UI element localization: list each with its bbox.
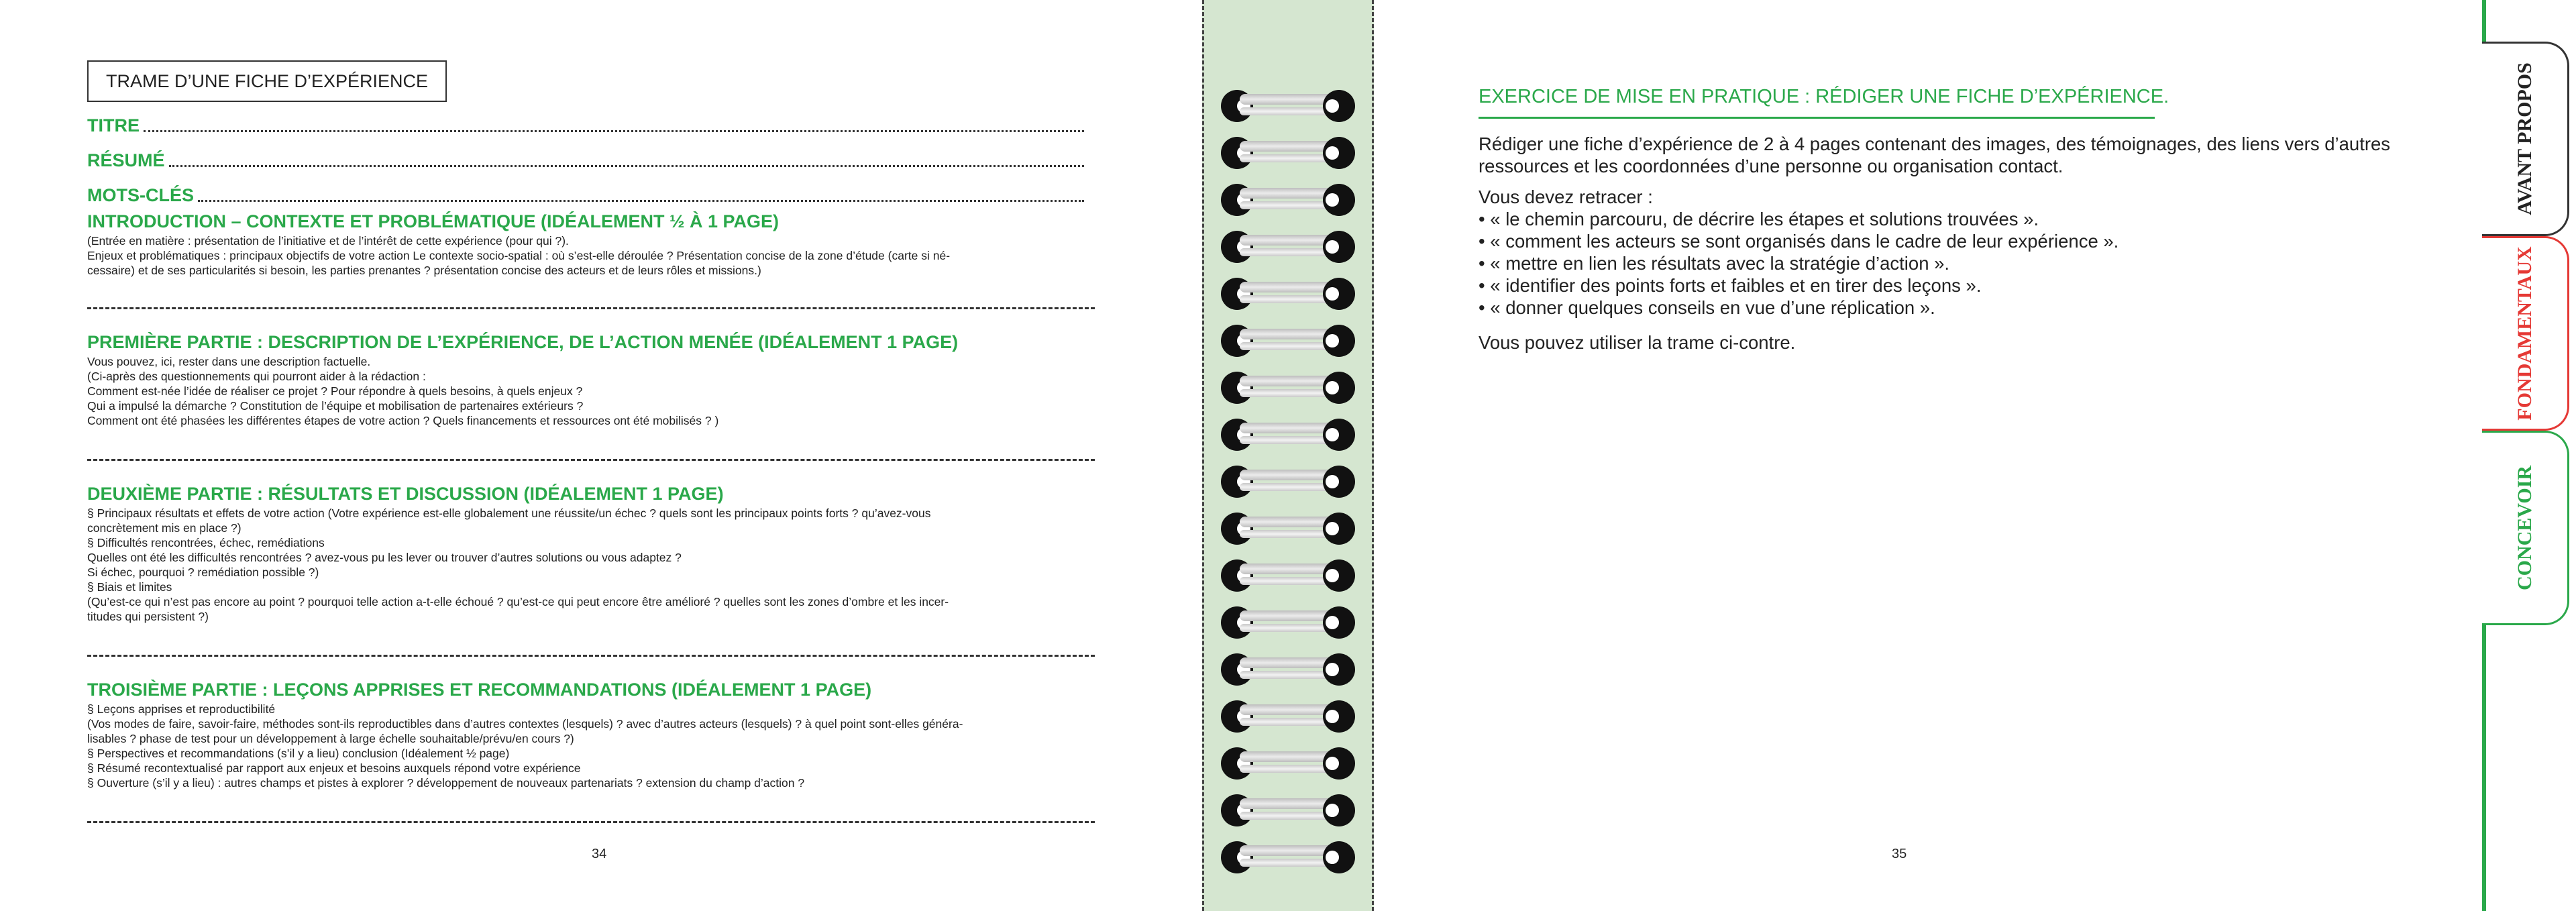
binder-ring <box>1221 369 1355 407</box>
ring-wire <box>1240 704 1336 715</box>
ring-wire <box>1240 577 1336 585</box>
section-premiere-partie <box>87 331 1093 428</box>
ring-hole <box>1323 700 1355 733</box>
section-line: § Principaux résultats et effets de votre action (Votre expérience est-elle globalement une réussite/un échec ? quels sont les principaux points forts ? qu’avez-vous <box>87 506 931 520</box>
binder-ring <box>1221 839 1355 876</box>
binder-ring <box>1221 651 1355 688</box>
trame-title-box: TRAME D’UNE FICHE D’EXPÉRIENCE <box>87 60 447 102</box>
ring-wire <box>1240 610 1336 621</box>
ring-wire <box>1240 718 1336 726</box>
section-line: (Ci-après des questionnements qui pourront aider à la rédaction : <box>87 370 426 383</box>
ring-wire <box>1240 376 1336 386</box>
ring-wire <box>1240 657 1336 668</box>
section-title: INTRODUCTION – CONTEXTE ET PROBLÉMATIQUE (IDÉALEMENT ½ À 1 PAGE) <box>87 211 780 231</box>
binder-ring <box>1221 792 1355 829</box>
binder-ring <box>1221 181 1355 219</box>
field-titre-label: TITRE <box>87 115 140 136</box>
section-line: § Perspectives et recommandations (s’il y a lieu) conclusion (Idéalement ½ page) <box>87 747 510 760</box>
ring-wire <box>1240 154 1336 162</box>
binder-ring <box>1221 416 1355 453</box>
tab-concevoir[interactable] <box>2482 431 2569 625</box>
binder-ring <box>1221 87 1355 125</box>
ring-hole <box>1323 794 1355 826</box>
section-line: § Résumé recontextualisé par rapport aux enjeux et besoins auxquels répond votre expérience <box>87 761 581 775</box>
ring-wire <box>1240 624 1336 632</box>
field-mots-cles-dots <box>198 200 1084 202</box>
tab-avant-propos-label: AVANT PROPOS <box>2513 62 2536 215</box>
section-line: § Leçons apprises et reproductibilité <box>87 702 276 716</box>
ring-hole <box>1323 90 1355 122</box>
tab-avant-propos[interactable] <box>2482 42 2569 236</box>
section-body <box>87 506 1093 624</box>
ring-hole <box>1323 841 1355 873</box>
section-deuxieme-partie <box>87 483 1093 624</box>
section-line: (Qu’est-ce qui n’est pas encore au point ? pourquoi telle action a-t-elle échoué ? qu’est-ce qui peut encore être amélioré ? quelles sont les zones d’ombre et les incer- <box>87 595 949 608</box>
page-number-left: 34 <box>592 847 607 861</box>
field-titre <box>87 115 1084 136</box>
section-title: DEUXIÈME PARTIE : RÉSULTATS ET DISCUSSION (IDÉALEMENT 1 PAGE) <box>87 484 724 504</box>
field-mots-cles <box>87 185 1084 206</box>
binder-ring <box>1221 463 1355 500</box>
retracer-label: Vous devez retracer : <box>1479 186 1653 207</box>
section-line: lisables ? phase de test pour un développement à large échelle souhaitable/prévu/en cours ?) <box>87 732 574 745</box>
ring-wire <box>1240 423 1336 433</box>
ring-hole <box>1323 466 1355 498</box>
ring-wire <box>1240 436 1336 444</box>
ring-hole <box>1323 513 1355 545</box>
ring-wire <box>1240 845 1336 856</box>
exercise-title: EXERCICE DE MISE EN PRATIQUE : RÉDIGER UNE FICHE D’EXPÉRIENCE. <box>1479 86 2169 107</box>
section-introduction <box>87 211 1093 278</box>
field-resume-label: RÉSUMÉ <box>87 150 165 170</box>
ring-wire <box>1240 389 1336 397</box>
section-body <box>87 354 1093 428</box>
ring-wire <box>1240 483 1336 491</box>
field-resume <box>87 150 1084 171</box>
section-separator <box>87 821 1095 823</box>
ring-hole <box>1323 372 1355 404</box>
ring-wire <box>1240 671 1336 679</box>
section-line: (Vos modes de faire, savoir-faire, méthodes sont-ils reproductibles dans d’autres contextes (lesquels) ? avec d’autres acteurs (lesquels) ? à quel point sont-elles généra- <box>87 717 963 731</box>
ring-wire <box>1240 765 1336 773</box>
ring-hole <box>1323 137 1355 169</box>
field-mots-cles-label: MOTS-CLÉS <box>87 185 194 205</box>
bullet-item: • « identifier des points forts et faibles et en tirer des leçons ». <box>1479 275 1982 296</box>
left-page <box>0 0 1201 911</box>
bullet-item: • « mettre en lien les résultats avec la stratégie d’action ». <box>1479 253 1950 274</box>
ring-hole <box>1323 653 1355 686</box>
ring-hole <box>1323 559 1355 592</box>
ring-wire <box>1240 235 1336 246</box>
binder-ring <box>1221 698 1355 735</box>
ring-wire <box>1240 329 1336 339</box>
section-line: (Entrée en matière : présentation de l’initiative et de l’intérêt de cette expérience (pour qui ?). <box>87 234 569 248</box>
section-title: PREMIÈRE PARTIE : DESCRIPTION DE L’EXPÉRIENCE, DE L’ACTION MENÉE (IDÉALEMENT 1 PAGE) <box>87 332 959 352</box>
section-line: Quelles ont été les difficultés rencontrées ? avez-vous pu les lever ou trouver d’autres solutions ou vous adaptez ? <box>87 551 682 564</box>
section-separator <box>87 459 1095 461</box>
binder-ring <box>1221 604 1355 641</box>
ring-wire <box>1240 295 1336 303</box>
section-line: Enjeux et problématiques : principaux objectifs de votre action Le contexte socio-spatial : où s’est-elle déroulée ? Présentation concise de la zone d’étude (carte si né- <box>87 249 951 262</box>
section-line: titudes qui persistent ?) <box>87 610 209 623</box>
section-line: Comment ont été phasées les différentes étapes de votre action ? Quels financements et ressources ont été mobilisés ? ) <box>87 414 719 427</box>
ring-wire <box>1240 798 1336 809</box>
ring-wire <box>1240 470 1336 480</box>
ring-wire <box>1240 188 1336 199</box>
section-troisieme-partie <box>87 679 1093 790</box>
ring-wire <box>1240 530 1336 538</box>
page-number-right: 35 <box>1892 847 1907 861</box>
closing-text: Vous pouvez utiliser la trame ci-contre. <box>1479 332 1796 353</box>
intro-line-1: Rédiger une fiche d’expérience de 2 à 4 pages contenant des images, des témoignages, des liens vers d’autres <box>1479 133 2391 154</box>
binder-ring <box>1221 510 1355 547</box>
binder-ring <box>1221 322 1355 360</box>
binder-ring <box>1221 275 1355 313</box>
section-line: § Ouverture (s’il y a lieu) : autres champs et pistes à explorer ? développement de nouveaux partenariats ? extension du champ d’action ? <box>87 776 805 790</box>
ring-hole <box>1323 325 1355 357</box>
ring-wire <box>1240 517 1336 527</box>
bullet-item: • « le chemin parcouru, de décrire les étapes et solutions trouvées ». <box>1479 209 2039 229</box>
ring-wire <box>1240 812 1336 820</box>
section-title: TROISIÈME PARTIE : LEÇONS APPRISES ET RECOMMANDATIONS (IDÉALEMENT 1 PAGE) <box>87 680 872 700</box>
bullet-item: • « donner quelques conseils en vue d’une réplication ». <box>1479 297 1935 318</box>
section-line: cessaire) et de ses particularités si besoin, les parties prenantes ? présentation concise des acteurs et de leurs rôles et missions.) <box>87 264 761 277</box>
binder-ring <box>1221 228 1355 266</box>
tab-concevoir-label: CONCEVOIR <box>2513 465 2536 591</box>
ring-hole <box>1323 419 1355 451</box>
field-titre-dots <box>144 130 1084 132</box>
ring-hole <box>1323 278 1355 310</box>
ring-wire <box>1240 107 1336 115</box>
section-separator <box>87 307 1095 309</box>
binder-ring <box>1221 557 1355 594</box>
tab-fondamentaux[interactable] <box>2482 236 2569 431</box>
ring-hole <box>1323 747 1355 780</box>
binder-ring <box>1221 745 1355 782</box>
section-body <box>87 702 1093 790</box>
section-line: Comment est-née l’idée de réaliser ce projet ? Pour répondre à quels besoins, à quels enjeux ? <box>87 384 583 398</box>
field-resume-dots <box>169 165 1084 167</box>
ring-hole <box>1323 606 1355 639</box>
ring-hole <box>1323 184 1355 216</box>
section-separator <box>87 655 1095 657</box>
section-line: Vous pouvez, ici, rester dans une description factuelle. <box>87 355 371 368</box>
ring-wire <box>1240 141 1336 152</box>
ring-wire <box>1240 248 1336 256</box>
ring-wire <box>1240 564 1336 574</box>
intro-line-2: ressources et les coordonnées d’une personne ou organisation contact. <box>1479 156 2063 176</box>
section-line: Si échec, pourquoi ? remédiation possible ?) <box>87 566 319 579</box>
tab-fondamentaux-label: FONDAMENTAUX <box>2513 246 2536 421</box>
ring-wire <box>1240 751 1336 762</box>
ring-wire <box>1240 201 1336 209</box>
ring-wire <box>1240 94 1336 105</box>
section-line: § Biais et limites <box>87 580 172 594</box>
section-body <box>87 233 1093 278</box>
section-line: Qui a impulsé la démarche ? Constitution de l’équipe et mobilisation de partenaires extérieurs ? <box>87 399 584 413</box>
section-line: § Difficultés rencontrées, échec, remédiations <box>87 536 325 549</box>
ring-wire <box>1240 342 1336 350</box>
section-line: concrètement mis en place ?) <box>87 521 241 535</box>
exercise-title-underline <box>1479 117 2155 119</box>
ring-hole <box>1323 231 1355 263</box>
binder-ring <box>1221 134 1355 172</box>
ring-wire <box>1240 282 1336 292</box>
ring-wire <box>1240 859 1336 867</box>
bullet-item: • « comment les acteurs se sont organisés dans le cadre de leur expérience ». <box>1479 231 2119 252</box>
